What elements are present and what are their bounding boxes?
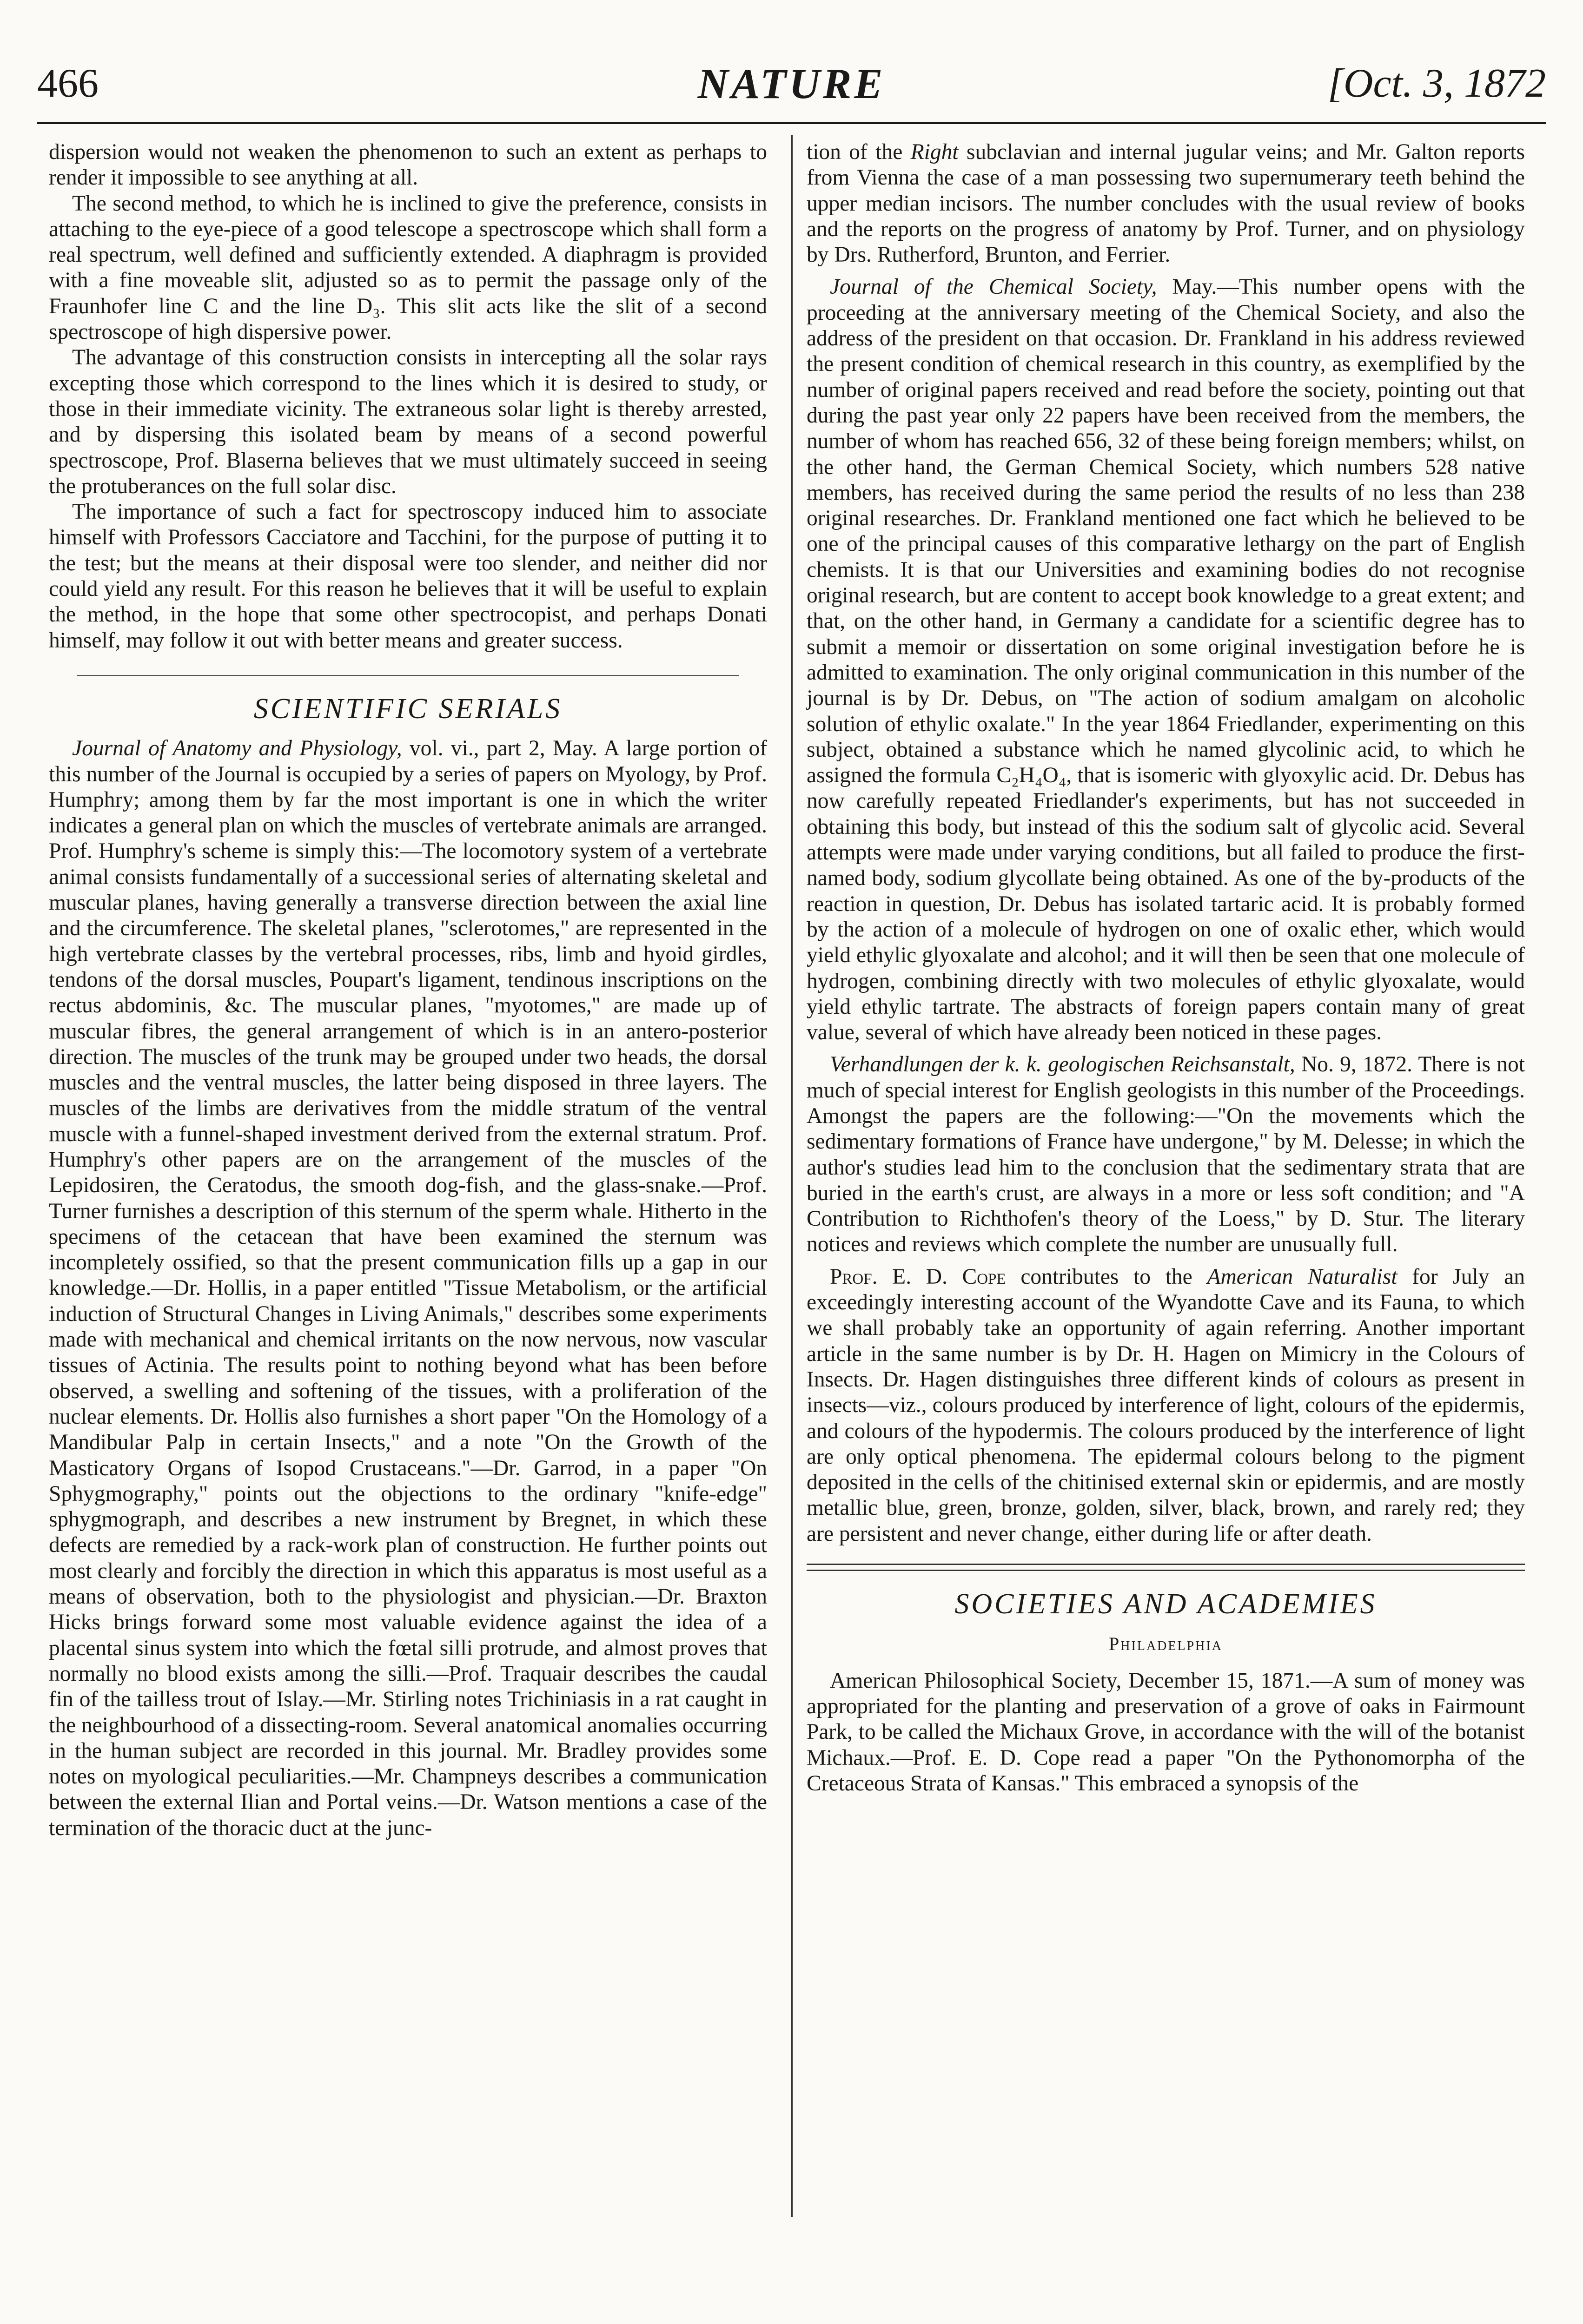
- paragraph: The importance of such a fact for spectroscopy induced him to associate himself with Professors Cacciatore and Tacchini, for the purpose of putting it to the test; but the means at their disposal were too slender, and neither did nor could yield any result. For this reason he believes that it will be useful to explain the method, in the hope that some other spectrocopist, and perhaps Donati himself, may follow it out with better means and greater success.: [49, 500, 767, 653]
- section-divider: [77, 675, 739, 676]
- page-header: [37, 56, 1546, 112]
- section-divider: [807, 1564, 1525, 1571]
- issue-date: [Oct. 3, 1872: [1327, 61, 1546, 106]
- paragraph-chemical: Journal of the Chemical Society, May.—This number opens with the proceeding at the anniversary meeting of the Chemical Society, and also the address of the president on that occasion. Dr. Frankland in his address reviewed the present condition of chemical research in this country, as exemplified by the number of original papers received and read before the society, pointing out that during the past year only 22 papers have been received from the members, the number of whom has reached 656, 32 of these being foreign members; whilst, on the other hand, the German Chemical Society, which numbers 528 native members, has received during the same period the results of no less than 238 original researches. Dr. Frankland mentioned one fact which he believed to be one of the principal causes of this comparative lethargy on the part of English chemists. It is that our Universities and examining bodies do not recognise original research, but are content to accept book knowledge to a great extent; and that, on the other hand, in Germany a candidate for a scientific degree has to submit a memoir or dissertation on some original investigation before he is admitted to examination. The only original communication in this number of the journal is by Dr. Debus, on "The action of sodium amalgam on alcoholic solution of ethylic oxalate." In the year 1864 Friedlander, experimenting on this subject, obtained a substance which he named glycolinic acid, to which he assigned the formula C₂H₄O₄, that is isomeric with glyoxylic acid. Dr. Debus has now carefully repeated Friedlander's experiments, but has not succeeded in obtaining this body, but instead of this the sodium salt of glycolic acid. Several attempts were made under varying conditions, but all failed to produce the first-named body, sodium glycollate being obtained. As one of the by-products of the reaction in question, Dr. Debus has isolated tartaric acid. It is probably formed by the action of a molecule of hydrogen on one of oxalic ether, which would yield ethylic glyoxalate and alcohol; and it will then be seen that one molecule of hydrogen, combining directly with two molecules of ethylic glyoxalate, would yield ethylic tartrate. The abstracts of foreign papers contain many of great value, several of which have already been noticed in these pages.: [807, 275, 1525, 1045]
- journal-name: Journal of Anatomy and Physiology,: [72, 736, 402, 761]
- paragraph: The second method, to which he is inclined to give the preference, consists in attaching to the eye-piece of a good telescope a spectroscope which shall form a real spectrum, well defined and sufficiently extended. A diaphragm is provided with a fine moveable slit, adjusted so as to permit the passage only of the Fraunhofer line C and the line D₃. This slit acts like the slit of a second spectroscope of high dispersive power.: [49, 191, 767, 344]
- paragraph-verhandlungen: Verhandlungen der k. k. geologischen Reichsanstalt, No. 9, 1872. There is not much of special interest for English geologists in this number of the Proceedings. Amongst the papers are the following:—"On the movements which the sedimentary formations of France have undergone," by M. Delesse; in which the author's studies lead him to the conclusion that the sedimentary strata that are buried in the earth's crust, are always in a more or less soft condition; and "A Contribution to Richthofen's theory of the Loess," by D. Stur. The literary notices and reviews which complete the number are unusually full.: [807, 1052, 1525, 1257]
- city-subheading: Philadelphia: [1109, 1633, 1223, 1655]
- paragraph: The advantage of this construction consists in intercepting all the solar rays excepting those which correspond to the lines which it is desired to study, or those in their immediate vicinity. The extraneous solar light is thereby arrested, and by dispersing this isolated beam by means of a second powerful spectroscope, Prof. Blaserna believes that we must ultimately succeed in seeing the protuberances on the full solar disc.: [49, 345, 767, 498]
- paragraph-society: American Philosophical Society, December 15, 1871.—A sum of money was appropriated for the planting and preservation of a grove of oaks in Fairmount Park, to be called the Michaux Grove, in accordance with the will of the botanist Michaux.—Prof. E. D. Cope read a paper "On the Pythonomorpha of the Cretaceous Strata of Kansas." This embraced a synopsis of the: [807, 1668, 1525, 1796]
- paragraph-cope: Prof. E. D. Cope contributes to the American Naturalist for July an exceedingly interesting account of the Wyandotte Cave and its Fauna, to which we shall probably take an opportunity of again referring. Another important article in the same number is by Dr. H. Hagen on Mimicry in the Colours of Insects. Dr. Hagen distinguishes three different kinds of colours as present in insects—viz., colours produced by interference of light, colours of the epidermis, and colours of the hypodermis. The colours produced by the interference of light are only optical phenomena. The epidermal colours belong to the pigment deposited in the cells of the chitinised external skin or epidermis, and are mostly metallic blue, green, bronze, golden, silver, black, brown, and rarely red; they are persistent and never change, either during life or after death.: [807, 1264, 1525, 1546]
- section-heading: SCIENTIFIC SERIALS: [253, 693, 563, 725]
- left-column: [49, 139, 767, 1841]
- column-divider: [791, 135, 793, 2217]
- right-column: [807, 139, 1525, 1796]
- journal-name: Verhandlungen der k. k. geologischen Reichsanstalt,: [830, 1052, 1295, 1077]
- section-heading: SOCIETIES AND ACADEMIES: [954, 1588, 1377, 1620]
- paragraph: dispersion would not weaken the phenomenon to such an extent as perhaps to render it impossible to see anything at all.: [49, 140, 767, 190]
- paragraph: tion of the Right subclavian and internal jugular veins; and Mr. Galton reports from Vienna the case of a man possessing two supernumerary teeth behind the upper median incisors. The number concludes with the usual review of books and the reports on the progress of anatomy by Prof. Turner, and on physiology by Drs. Rutherford, Brunton, and Ferrier.: [807, 140, 1525, 267]
- paragraph-anatomy: Journal of Anatomy and Physiology, vol. vi., part 2, May. A large portion of this number of the Journal is occupied by a series of papers on Myology, by Prof. Humphry; among them by far the most important is one in which the writer indicates a general plan on which the muscles of vertebrate animals are arranged. Prof. Humphry's scheme is simply this:—The locomotory system of a vertebrate animal consists fundamentally of a successional series of alternating skeletal and muscular planes, having generally a transverse direction between the axial line and the circumference. The skeletal planes, "sclerotomes," are represented in the high vertebrate classes by the vertebral processes, ribs, limb and hyoid girdles, tendons of the dorsal muscles, Poupart's ligament, tendinous inscriptions on the rectus abdominis, &c. The muscular planes, "myotomes," are made up of muscular fibres, the general arrangement of which is in an antero-posterior direction. The muscles of the trunk may be grouped under two heads, the dorsal muscles and the ventral muscles, the latter being disposed in three layers. The muscles of the limbs are derivatives from the middle stratum of the ventral muscle with a funnel-shaped investment derived from the external stratum. Prof. Humphry's other papers are on the arrangement of the muscles of the Lepidosiren, the Ceratodus, the smooth dog-fish, and the glass-snake.—Prof. Turner furnishes a description of this sternum of the sperm whale. Hitherto in the specimens of the cetacean that have been examined the sternum was incompletely ossified, so that the present communication fills up a gap in our knowledge.—Dr. Hollis, in a paper entitled "Tissue Metabolism, or the artificial induction of Structural Changes in Living Animals," describes some experiments made with mechanical and chemical irritants on the now nervous, now vascular tissues of Actinia. The results point to nothing beyond what has been before observed, a swelling and softening of the tissues, with a proliferation of the nuclear elements. Dr. Hollis also furnishes a short paper "On the Homology of a Mandibular Palp in certain Insects," and a note "On the Growth of the Masticatory Organs of Isopod Crustaceans."—Dr. Garrod, in a paper "On Sphygmography," points out the objections to the ordinary "knife-edge" sphygmograph, and describes a new instrument by Bregnet, in which these defects are remedied by a rack-work plan of construction. He further points out most clearly and forcibly the direction in which this apparatus is most useful as a means of observation, both to the physiologist and physician.—Dr. Braxton Hicks brings forward some most valuable evidence against the idea of a placental sinus system into which the fœtal silli protrude, and almost proves that normally no blood exists among the silli.—Prof. Traquair describes the caudal fin of the tailless trout of Islay.—Mr. Stirling notes Trichiniasis in a rat caught in the neighbourhood of a dissecting-room. Several anatomical anomalies occurring in the human subject are recorded in this journal. Mr. Bradley provides some notes on myological peculiarities.—Mr. Champneys describes a communication between the external Ilian and Portal veins.—Dr. Watson mentions a case of the termination of the thoracic duct at the junc-: [49, 736, 768, 1840]
- author-name: Prof. E. D. Cope: [830, 1264, 1006, 1289]
- journal-title: NATURE: [697, 60, 886, 107]
- journal-name: Journal of the Chemical Society,: [830, 275, 1157, 299]
- header-rule: [37, 122, 1546, 124]
- page-number: 466: [37, 61, 99, 106]
